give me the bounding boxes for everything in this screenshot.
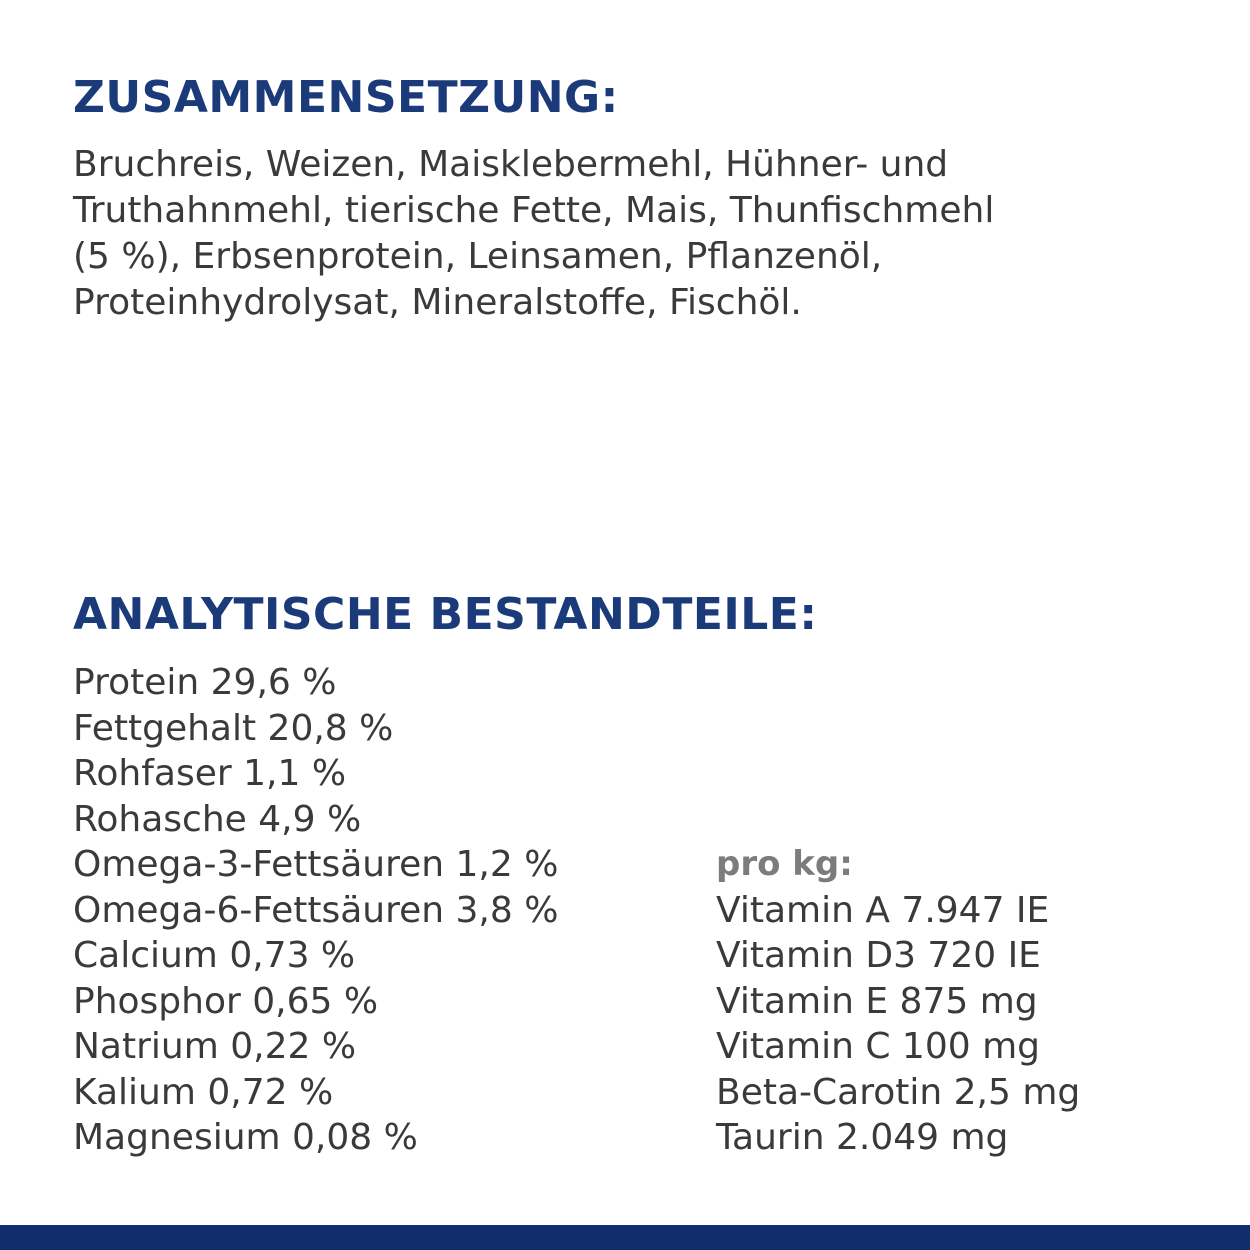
per-kg-label: pro kg: — [716, 844, 853, 884]
analytics-item: Kalium 0,72 % — [73, 1071, 334, 1113]
analytics-item: Natrium 0,22 % — [73, 1026, 357, 1067]
vitamin-item: Vitamin C 100 mg — [716, 1026, 1040, 1067]
composition-line: (5 %), Erbsenprotein, Leinsamen, Pflanzenöl, — [73, 236, 883, 277]
vitamin-item: Vitamin E 875 mg — [716, 980, 1038, 1022]
analytics-item: Rohasche 4,9 % — [73, 798, 362, 840]
analytics-item: Omega-6-Fettsäuren 3,8 % — [73, 889, 559, 931]
vitamins-list — [716, 888, 1080, 1161]
analytics-heading: ANALYTISCHE BESTANDTEILE: — [73, 589, 818, 640]
vitamins-block — [716, 842, 1080, 1161]
composition-line: Truthahnmehl, tierische Fette, Mais, Thunfischmehl — [73, 190, 995, 231]
composition-text — [73, 142, 1193, 326]
analytics-item: Rohfaser 1,1 % — [73, 753, 347, 794]
analytics-list — [73, 660, 558, 1161]
vitamin-item: Vitamin D3 720 IE — [716, 935, 1041, 976]
composition-heading: ZUSAMMENSETZUNG: — [73, 72, 619, 123]
footer-bar — [0, 1225, 1250, 1250]
analytics-item: Phosphor 0,65 % — [73, 980, 379, 1022]
analytics-item: Omega-3-Fettsäuren 1,2 % — [73, 844, 559, 885]
composition-line: Bruchreis, Weizen, Maisklebermehl, Hühner- und — [73, 144, 949, 185]
analytics-item: Protein 29,6 % — [73, 662, 337, 703]
vitamin-item: Taurin 2.049 mg — [716, 1117, 1009, 1158]
vitamin-item: Beta-Carotin 2,5 mg — [716, 1071, 1081, 1113]
analytics-item: Magnesium 0,08 % — [73, 1117, 418, 1158]
analytics-item: Fettgehalt 20,8 % — [73, 707, 394, 749]
analytics-item: Calcium 0,73 % — [73, 935, 356, 976]
composition-line: Proteinhydrolysat, Mineralstoffe, Fischöl. — [73, 282, 802, 323]
vitamin-item: Vitamin A 7.947 IE — [716, 889, 1050, 931]
